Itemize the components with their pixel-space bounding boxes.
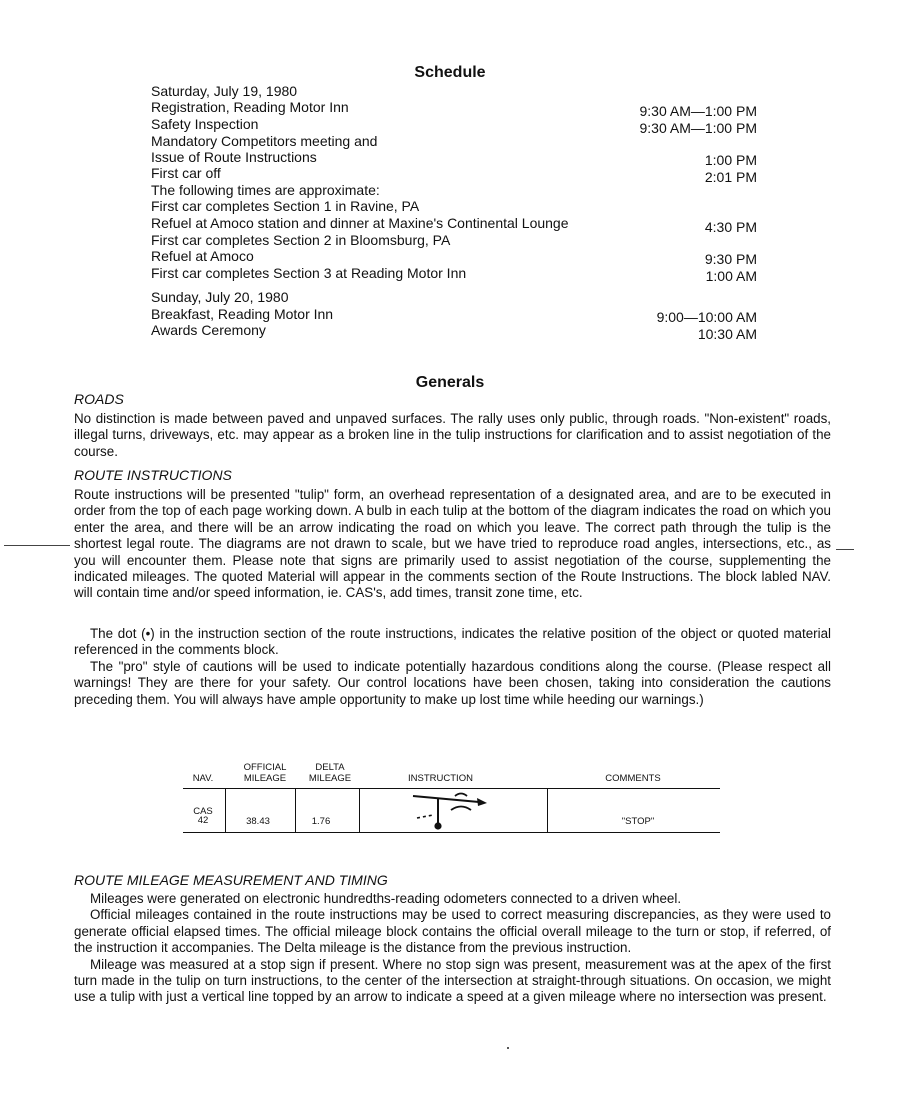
schedule-item: Registration, Reading Motor Inn	[151, 99, 349, 115]
table-divider	[547, 788, 548, 832]
table-divider	[359, 788, 360, 832]
schedule-item: Refuel at Amoco station and dinner at Maxine's Continental Lounge	[151, 215, 569, 231]
route-instructions-body	[74, 487, 831, 602]
schedule-time: 1:00 AM	[705, 268, 757, 284]
schedule-day2-date: Sunday, July 20, 1980	[151, 289, 289, 305]
mileage-paragraph-2: Official mileages contained in the route instructions may be used to correct measuring discrepancies, as they were used to generate official elapsed times. The official mileage block contains the official overall mileage to the turn or stop, if referred, of the instruction it accompanies. The Delta mileage is the distance from the previous instruction.	[74, 907, 831, 956]
cell-nav-2: 42	[197, 815, 209, 826]
route-instructions-paragraph-3: The "pro" style of cautions will be used to indicate potentially hazardous conditions along the course. (Please respect all warnings! They are there for your safety. Our control locations have been chosen, taking into consideration the cautions preceding them. You will always have ample opportunity to make up lost time while heeding our warnings.)	[74, 658, 831, 707]
roads-heading: ROADS	[74, 391, 124, 407]
route-instructions-paragraph-2: The dot (•) in the instruction section of the route instructions, indicates the relative position of the object or quoted material referenced in the comments block.	[74, 626, 831, 658]
table-divider	[225, 788, 226, 832]
schedule-title: Schedule	[414, 64, 486, 81]
cell-delta: 1.76	[311, 816, 331, 827]
cell-nav-1: CAS	[193, 806, 213, 817]
cell-comments: "STOP"	[621, 816, 655, 827]
route-instructions-heading: ROUTE INSTRUCTIONS	[74, 467, 232, 483]
schedule-item: The following times are approximate:	[151, 182, 380, 198]
mileage-paragraph-3: Mileage was measured at a stop sign if present. Where no stop sign was present, measurement was at the apex of the first turn made in the tulip on turn instructions, to the center of the intersection at straight-through situations. On occasion, we might use a tulip with just a vertical line topped by an arrow to indicate a speed at a given mileage where no intersection was present.	[74, 956, 831, 1005]
header-official-2: MILEAGE	[243, 773, 287, 784]
schedule-item: Mandatory Competitors meeting and	[151, 133, 378, 149]
cell-official: 38.43	[246, 816, 270, 827]
header-delta-1: DELTA	[315, 762, 345, 773]
schedule-time: 9:30 AM—1:00 PM	[639, 120, 757, 136]
header-comments: COMMENTS	[605, 773, 661, 784]
schedule-item: First car completes Section 2 in Bloomsburg, PA	[151, 232, 451, 248]
table-bottom-rule	[183, 832, 720, 833]
schedule-item: Refuel at Amoco	[151, 248, 254, 264]
schedule-item: Breakfast, Reading Motor Inn	[151, 306, 334, 322]
tulip-diagram-icon	[411, 790, 491, 832]
sample-route-instruction-table	[183, 760, 723, 840]
mileage-body	[74, 891, 831, 1006]
mileage-paragraph-1: Mileages were generated on electronic hundredths-reading odometers connected to a driven wheel.	[90, 891, 682, 906]
schedule-item: Awards Ceremony	[151, 322, 266, 338]
schedule-item: First car completes Section 1 in Ravine, PA	[151, 198, 420, 214]
header-official-1: OFFICIAL	[243, 762, 287, 773]
stray-mark	[507, 1047, 509, 1049]
schedule-time: 1:00 PM	[704, 152, 757, 168]
roads-body	[74, 411, 831, 460]
schedule-time: 9:30 PM	[704, 251, 757, 267]
margin-mark-right	[836, 549, 854, 550]
margin-mark-left	[4, 545, 70, 546]
schedule-time: 4:30 PM	[704, 219, 757, 235]
schedule-day1-date: Saturday, July 19, 1980	[151, 83, 298, 99]
route-instructions-paragraph-1: Route instructions will be presented "tulip" form, an overhead representation of a designated area, and are to be executed in order from the top of each page working down. A bulb in each tulip at the bottom of the diagram indicates the road on which you enter the area, and there will be an arrow indicating the road on which you leave. The correct path through the tulip is the shortest legal route. The diagrams are not drawn to scale, but we have tried to reproduce road angles, intersections, etc., as you will encounter them. Please note that signs are primarily used to assist negotiation of the course, supplementing the indicated mileages. The quoted Material will appear in the comments section of the Route Instructions. The block labled NAV. will contain time and/or speed information, ie. CAS's, add times, transit zone time, etc.	[74, 487, 831, 601]
schedule-time: 9:00—10:00 AM	[656, 309, 757, 325]
header-delta-2: MILEAGE	[308, 773, 352, 784]
schedule-time: 10:30 AM	[697, 326, 757, 342]
schedule-item: First car completes Section 3 at Reading Motor Inn	[151, 265, 467, 281]
schedule-item: Issue of Route Instructions	[151, 149, 317, 165]
header-nav: NAV.	[192, 773, 214, 784]
generals-title: Generals	[415, 374, 485, 391]
schedule-item: First car off	[151, 165, 221, 181]
schedule-item: Safety Inspection	[151, 116, 259, 132]
schedule-time: 9:30 AM—1:00 PM	[639, 103, 757, 119]
roads-paragraph: No distinction is made between paved and unpaved surfaces. The rally uses only public, through roads. "Non-existent" roads, illegal turns, driveways, etc. may appear as a broken line in the tulip instructions for clarification and to assist negotiation of the course.	[74, 411, 831, 459]
header-instruction: INSTRUCTION	[408, 773, 473, 784]
dot-paragraph-block	[74, 626, 831, 708]
table-top-rule	[183, 788, 720, 789]
schedule-time: 2:01 PM	[704, 169, 757, 185]
mileage-heading: ROUTE MILEAGE MEASUREMENT AND TIMING	[74, 872, 388, 888]
